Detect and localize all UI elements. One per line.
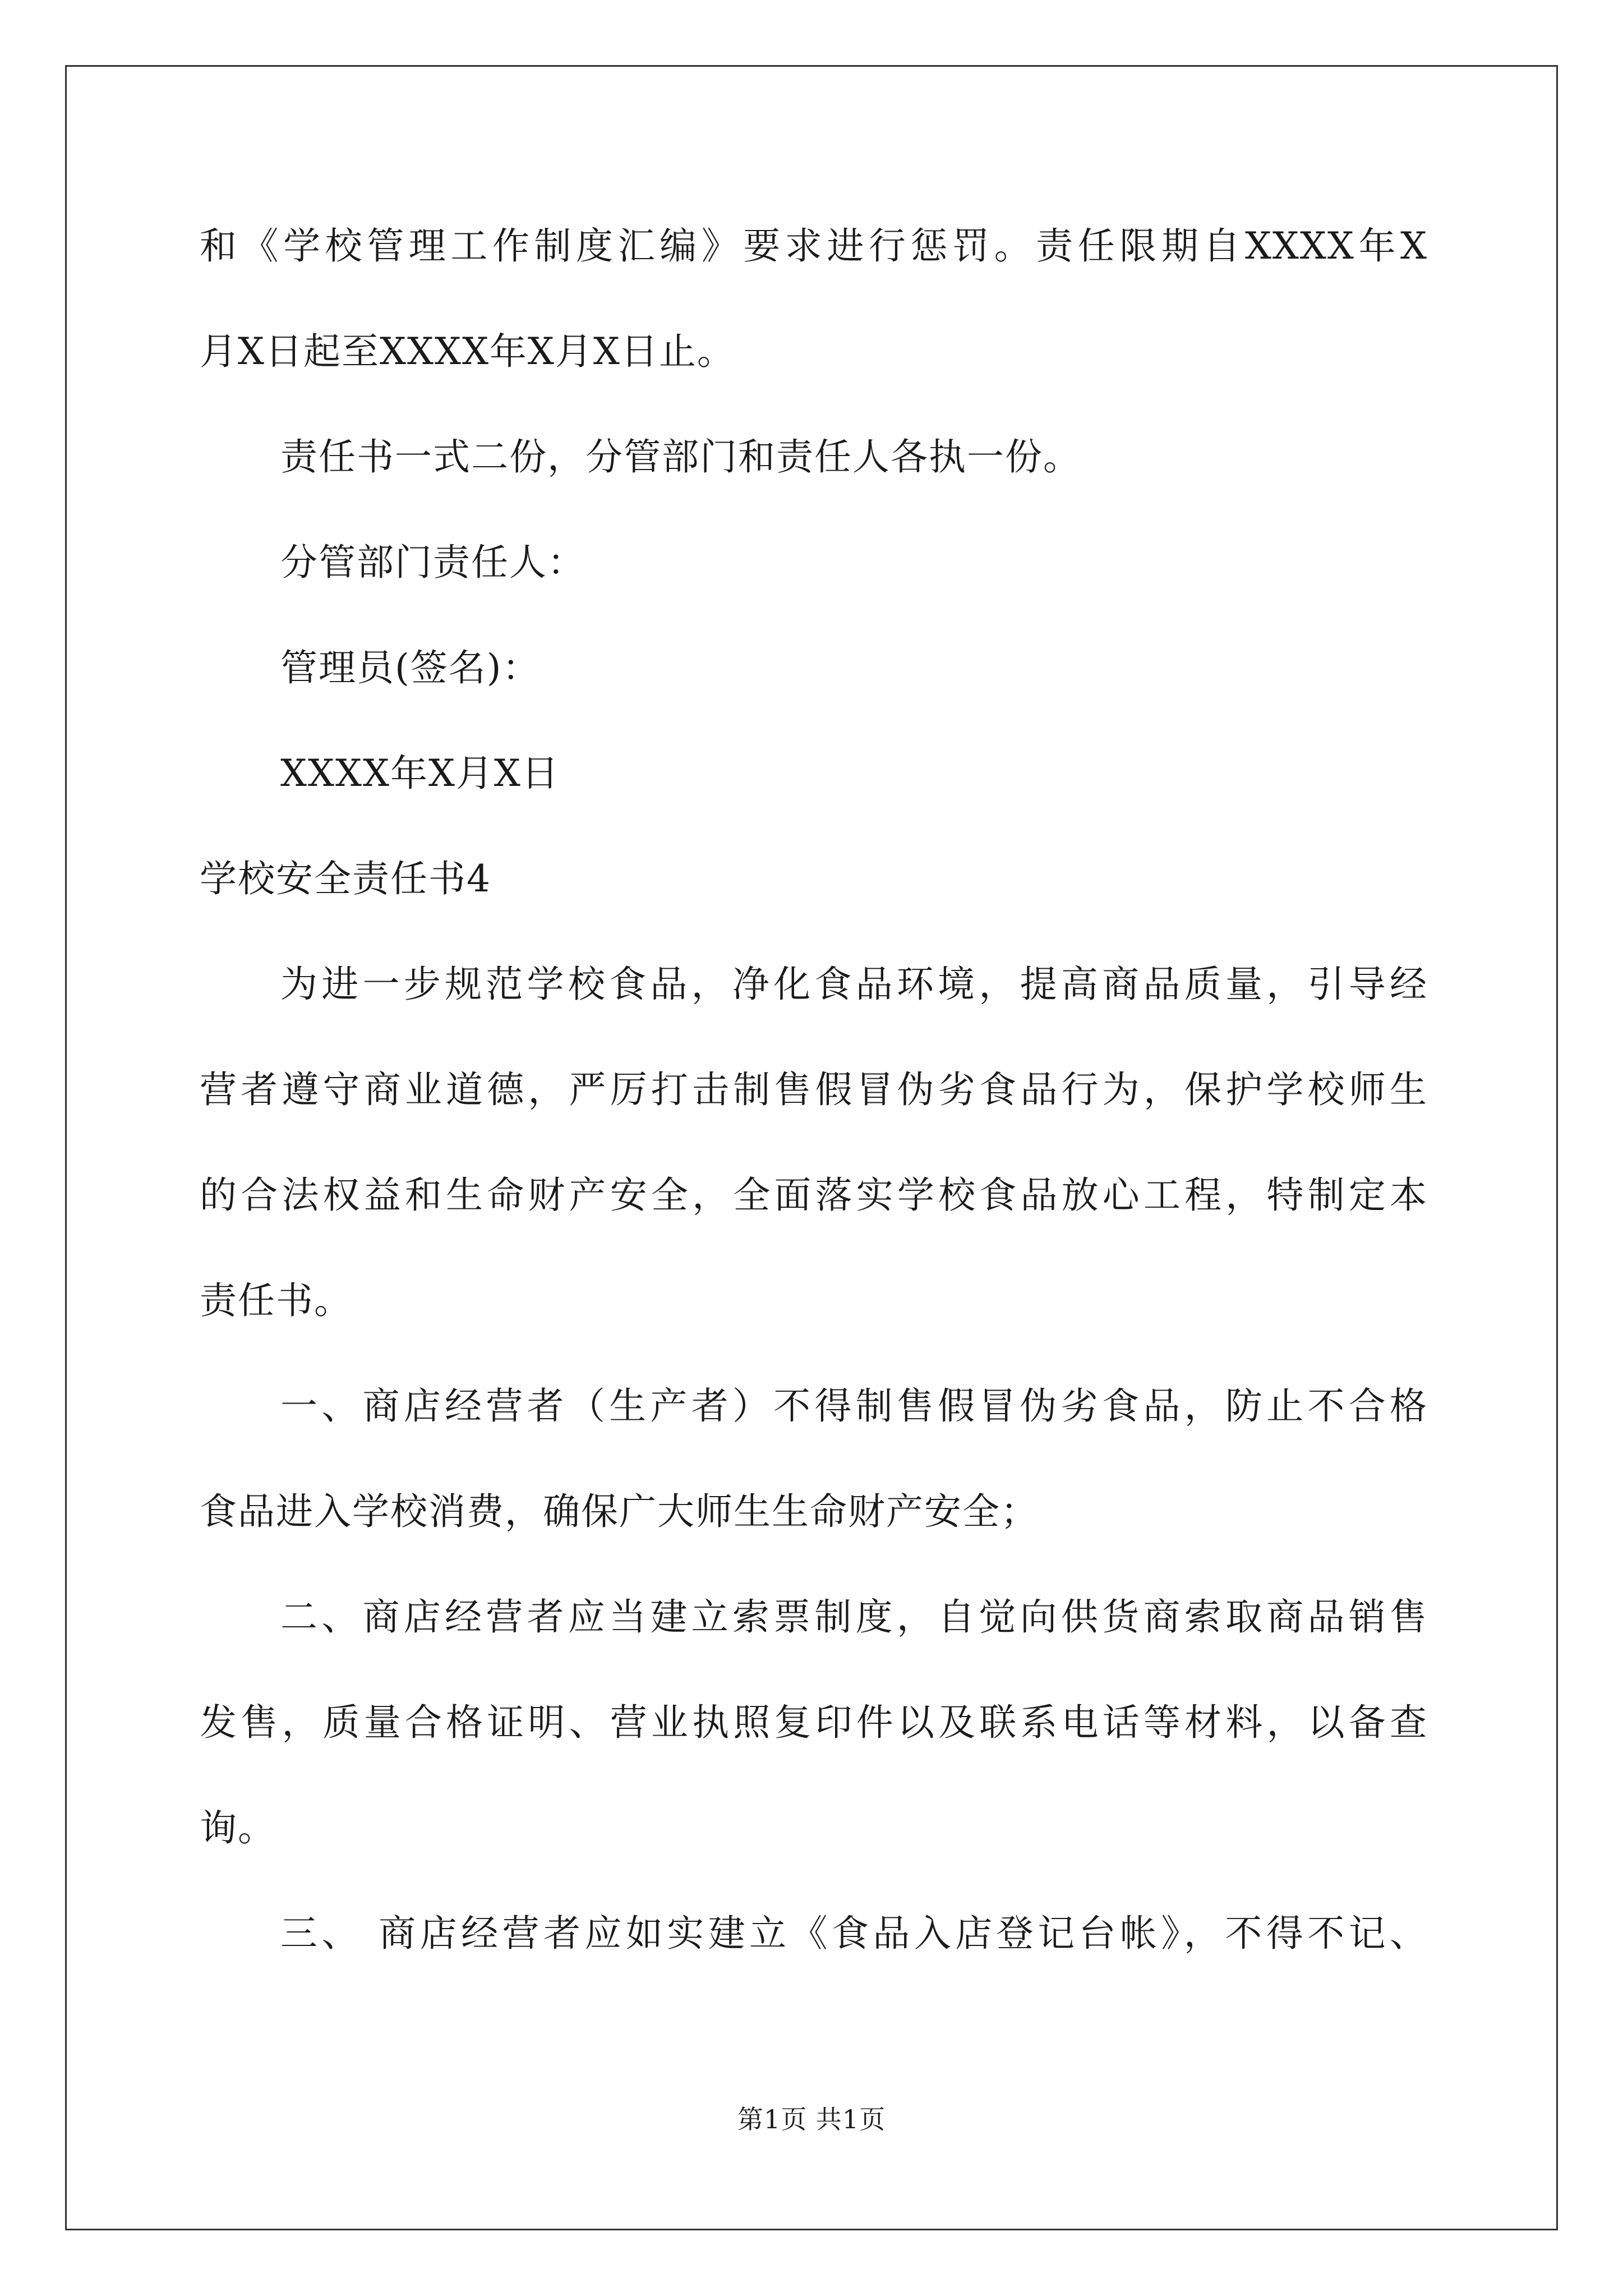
text-line: 三、 商店经营者应如实建立《食品入店登记台帐》，不得不记、 xyxy=(280,1912,1428,1955)
text-line: 为进一步规范学校食品，净化食品环境，提高商品质量，引导经 xyxy=(280,963,1428,1006)
text-line: 询。 xyxy=(200,1806,276,1849)
text-line: 发售，质量合格证明、营业执照复印件以及联系电话等材料，以备查 xyxy=(200,1701,1428,1744)
signature-label: 分管部门责任人： xyxy=(280,541,585,584)
page-number: 第1页 共1页 xyxy=(737,2104,886,2134)
text-line: 营者遵守商业道德，严厉打击制售假冒伪劣食品行为，保护学校师生 xyxy=(200,1068,1428,1111)
text-line: 月X日起至XXXX年X月X日止。 xyxy=(200,330,735,373)
text-line: 食品进入学校消费，确保广大师生生命财产安全； xyxy=(200,1490,1039,1533)
text-line: 和《学校管理工作制度汇编》要求进行惩罚。责任限期自XXXX年X xyxy=(200,224,1428,268)
text-line: 二、商店经营者应当建立索票制度，自觉向供货商索取商品销售 xyxy=(280,1595,1428,1639)
section-heading: 学校安全责任书4 xyxy=(200,857,491,900)
document-body xyxy=(200,220,1428,1960)
text-line: 的合法权益和生命财产安全，全面落实学校食品放心工程，特制定本 xyxy=(200,1174,1428,1217)
text-line: 责任书。 xyxy=(200,1279,352,1322)
text-line: 责任书一式二份，分管部门和责任人各执一份。 xyxy=(280,435,1081,478)
text-line: 一、商店经营者（生产者）不得制售假冒伪劣食品，防止不合格 xyxy=(280,1384,1428,1428)
date-line: XXXX年X月X日 xyxy=(280,752,560,795)
signature-label: 管理员(签名)： xyxy=(280,646,541,689)
